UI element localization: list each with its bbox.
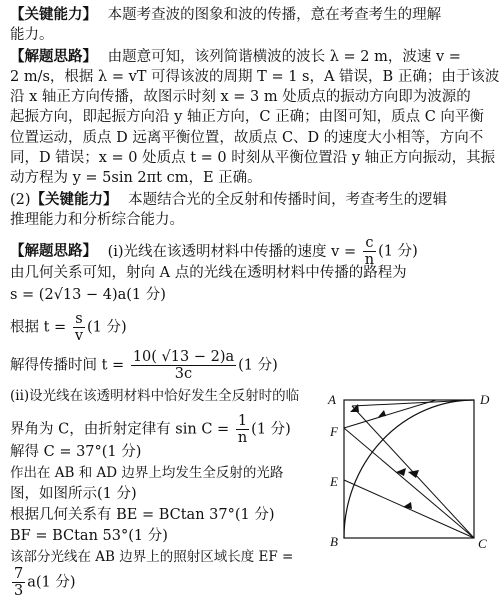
optics-diagram (326, 382, 498, 552)
sin-fraction (236, 413, 249, 446)
critical-angle-line-2 (10, 413, 291, 446)
frac-num: 10( √13 − 2)a (132, 349, 235, 365)
path-length-line: s = (2√13 − 4)a(1 分) (10, 287, 166, 303)
frac-den: n (237, 430, 248, 446)
time-result-fraction (131, 349, 236, 382)
part2-ability-cont: 推理能力和分析综合能力。 (10, 212, 184, 228)
time-result-line (10, 349, 278, 382)
frac-num: 7 (14, 566, 24, 582)
idea-line: 起振方向，即起振方向沿 y 轴正方向，C 正确；由图可知，质点 C 向平衡 (10, 109, 484, 125)
frac-den: 3 (14, 583, 24, 599)
arrow-2 (396, 468, 406, 476)
part2-ability-tag: 【关键能力】 (30, 192, 118, 208)
time-fraction (73, 311, 85, 344)
idea-tag: 【解题思路】 (10, 49, 97, 65)
score: (1 分) (251, 421, 291, 438)
ability-tag: 【关键能力】 (10, 7, 97, 23)
label-e: E (330, 474, 338, 489)
speed-text: (i)光线在该透明材料中传播的速度 v = (107, 243, 357, 260)
arrow-4 (378, 410, 386, 417)
arrow-3 (403, 502, 412, 509)
ability-text-cont: 能力。 (10, 27, 54, 43)
ef-tail: a(1 分) (27, 574, 76, 591)
critical-angle-line-1: (ii)设光线在该透明材料中恰好发生全反射时的临 (10, 388, 300, 404)
time-label: 根据 t = (10, 319, 67, 336)
frac-num: s (73, 311, 85, 328)
ray-to-e (344, 480, 474, 538)
idea-line: 同，D 错误；x = 0 处质点 t = 0 时刻从平衡位置沿 y 轴正方向振动，其振 (10, 150, 496, 166)
refraction-law-text: 界角为 C，由折射定律有 sin C = (10, 421, 230, 438)
ef-line: 该部分光线在 AB 边界上的照射区域长度 EF = (10, 549, 294, 565)
ability-text: 本题考查波的图象和波的传播，意在考查考生的理解 (107, 7, 442, 23)
part2-ability-text: 本题结合光的全反射和传播时间，考查考生的逻辑 (128, 192, 448, 208)
critical-angle-result: 解得 C = 37°(1 分) (10, 444, 142, 460)
ray-to-d (352, 400, 474, 406)
label-b: B (330, 534, 338, 549)
label-d: D (480, 392, 490, 407)
draw-instruction-1: 作出在 AB 和 AD 边界上均发生全反射的光路 (10, 465, 284, 481)
idea-text: 由题意可知，该列简谐横波的波长 λ = 2 m，波速 v = (107, 49, 461, 65)
time-result-label: 解得传播时间 t = (10, 357, 125, 374)
geometry-line: 由几何关系可知，射向 A 点的光线在透明材料中传播的路程为 (10, 265, 407, 281)
draw-instruction-2: 图，如图所示(1 分) (10, 486, 137, 502)
score: (1 分) (238, 357, 278, 374)
idea-line: 沿 x 轴正方向传播，故图示时刻 x = 3 m 处质点的振动方向即为波源的 (10, 89, 471, 105)
time-formula-line (10, 311, 127, 344)
part2-ability-line (10, 191, 447, 209)
corner-mark (350, 404, 359, 412)
label-c: C (478, 536, 487, 551)
label-f: F (330, 424, 338, 439)
frac-num: c (363, 235, 376, 252)
score: (1 分) (378, 243, 418, 260)
ef-result (10, 566, 76, 599)
idea-line-1 (10, 48, 461, 66)
frac-den: 3c (174, 366, 193, 382)
label-a: A (328, 392, 336, 407)
ray-to-f (344, 428, 474, 538)
idea-line: 动方程为 y = 5sin 2πt cm，E 正确。 (10, 170, 262, 186)
part2-idea-tag: 【解题思路】 (10, 243, 97, 260)
frac-den: n (364, 252, 375, 268)
frac-den: v (74, 328, 84, 344)
ability-line-1 (10, 6, 441, 24)
frac-num: 1 (236, 413, 249, 430)
idea-line: 2 m/s，根据 λ = vT 可得该波的周期 T = 1 s，A 错误，B 正确；由于该波 (10, 69, 500, 85)
idea-line: 位置运动，质点 D 远离平衡位置，故质点 C、D 的速度大小相等，方向不 (10, 130, 484, 146)
be-relation: 根据几何关系有 BE = BCtan 37°(1 分) (10, 507, 275, 523)
ef-fraction (12, 566, 25, 599)
bf-relation: BF = BCtan 53°(1 分) (10, 528, 168, 544)
part2-prefix: (2) (10, 192, 31, 208)
score: (1 分) (87, 319, 127, 336)
